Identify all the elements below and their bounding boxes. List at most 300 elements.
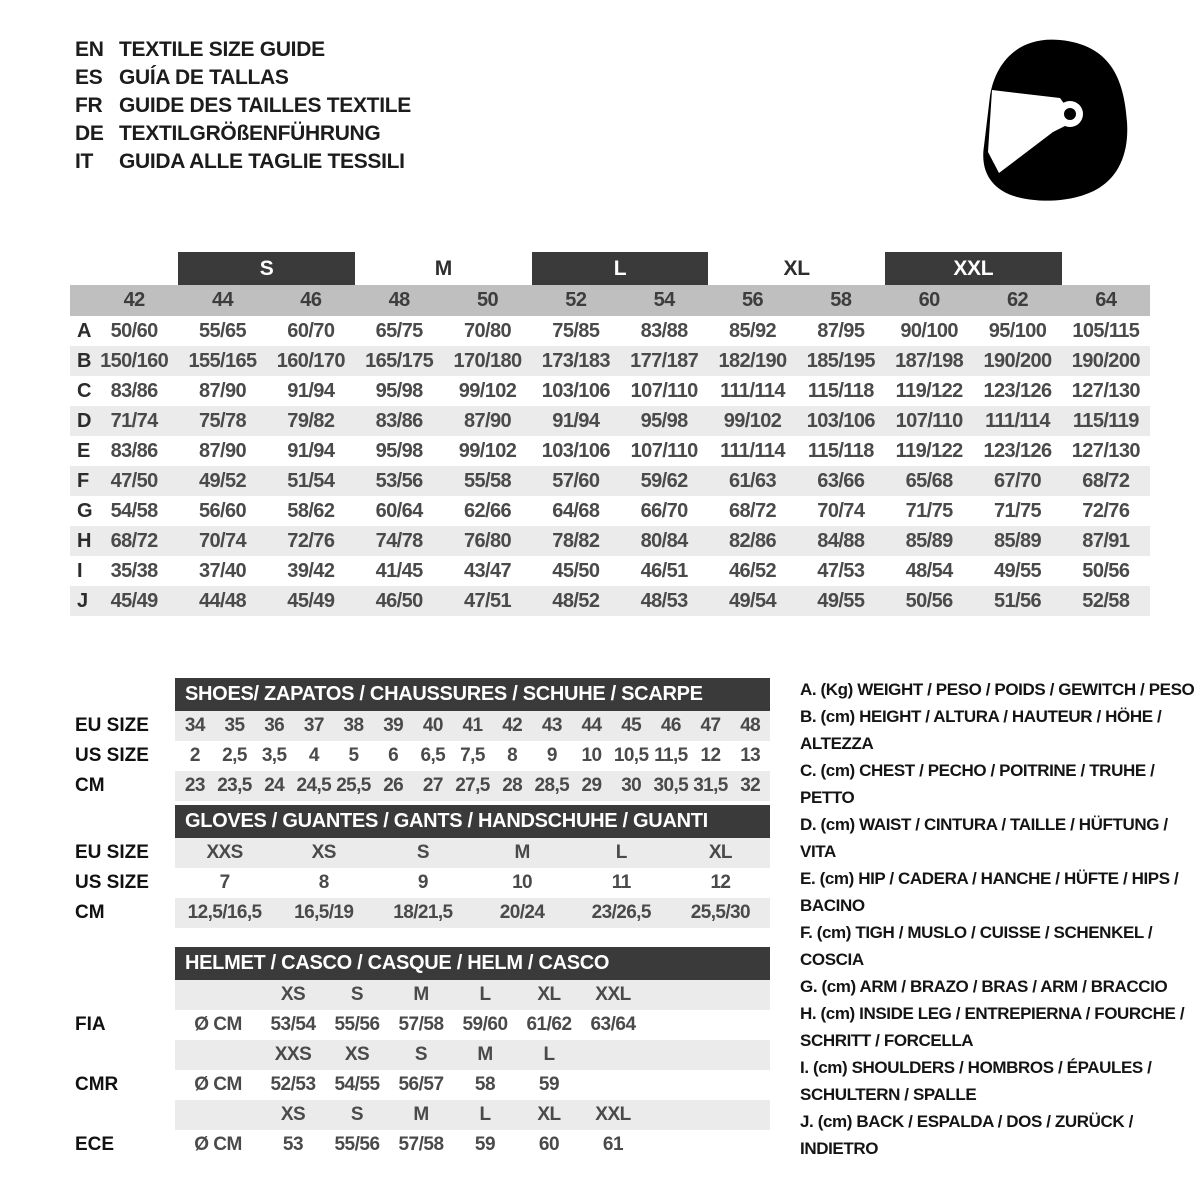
measure-value: 50/60 [110, 319, 158, 342]
helmet-size-label: L [479, 984, 491, 1005]
measure-value: 71/75 [905, 499, 953, 522]
measure-value: 103/106 [806, 409, 875, 432]
gloves-section-title: GLOVES / GUANTES / GANTS / HANDSCHUHE / GUANTI [175, 805, 770, 838]
measure-value: 150/160 [100, 349, 169, 372]
shoes-section-title: SHOES/ ZAPATOS / CHAUSSURES / SCHUHE / SCARPE [175, 678, 770, 711]
glove-eu-size: M [514, 842, 530, 863]
row-letter: B [77, 349, 92, 372]
gloves-us-size-label: US SIZE [75, 872, 149, 893]
helmet-value: 59 [474, 1134, 496, 1155]
measure-value: 75/85 [552, 319, 600, 342]
helmet-size-label: M [413, 984, 429, 1005]
language-code: FR [75, 94, 103, 117]
glove-eu-size: L [615, 842, 627, 863]
shoe-us-size: 12 [700, 745, 721, 766]
glove-us-size: 8 [318, 872, 329, 893]
glove-cm-value: 18/21,5 [393, 902, 453, 923]
measure-value: 70/80 [463, 319, 512, 342]
shoe-us-size: 10,5 [613, 745, 649, 766]
measure-value: 173/183 [541, 349, 610, 372]
helmet-value: 56/57 [398, 1074, 444, 1095]
measure-value: 44/48 [198, 589, 247, 612]
shoe-eu-size: 37 [303, 715, 324, 736]
measure-value: 41/45 [375, 559, 423, 582]
measure-row-b [70, 346, 1150, 376]
helmet-value: 61/62 [526, 1014, 572, 1035]
measure-value: 53/56 [375, 469, 423, 492]
measure-value: 87/90 [463, 409, 512, 432]
measure-value: 83/86 [375, 409, 423, 432]
measure-value: 50/56 [1082, 559, 1130, 582]
measure-value: 57/60 [552, 469, 600, 492]
measure-value: 107/110 [895, 409, 963, 432]
measure-value: 55/65 [198, 319, 247, 342]
measure-value: 54/58 [110, 499, 158, 522]
legend-item: I. (cm) SHOULDERS / HOMBROS / ÉPAULES / SCHULTERN / SPALLE [800, 1058, 1152, 1104]
measure-value: 51/56 [993, 589, 1042, 612]
helmet-standard-ece-label: ECE [75, 1134, 115, 1155]
language-title: TEXTILGRÖßENFÜHRUNG [119, 122, 381, 145]
shoe-cm-value: 30,5 [653, 775, 689, 796]
helmet-value: 58 [474, 1074, 496, 1095]
size-number: 44 [211, 289, 234, 311]
glove-eu-size: S [416, 842, 429, 863]
shoe-cm-value: 23,5 [217, 775, 252, 796]
measure-value: 103/106 [541, 439, 610, 462]
measure-value: 105/115 [1072, 319, 1140, 342]
size-number: 54 [653, 289, 675, 311]
measure-value: 111/114 [985, 409, 1050, 432]
measure-value: 48/54 [905, 559, 953, 582]
measurement-rows [70, 316, 1150, 616]
shoe-cm-value: 32 [740, 775, 761, 796]
measure-value: 111/114 [720, 439, 785, 462]
measure-value: 70/74 [817, 499, 865, 522]
measure-value: 83/86 [110, 439, 158, 462]
language-title: TEXTILE SIZE GUIDE [119, 38, 325, 61]
measure-row-i [70, 556, 1150, 586]
helmet-size-label: S [414, 1044, 428, 1065]
shoe-us-size: 2 [189, 745, 200, 766]
measure-row-f [70, 466, 1150, 496]
glove-eu-size: XXS [206, 842, 243, 863]
row-letter: I [77, 559, 83, 582]
glove-us-size: 9 [417, 872, 428, 893]
shoe-us-size: 9 [546, 745, 557, 766]
glove-us-size: 7 [219, 872, 230, 893]
size-letter-band [70, 252, 1150, 285]
measure-value: 87/95 [817, 319, 865, 342]
shoe-eu-size: 38 [343, 715, 364, 736]
language-code: IT [75, 150, 94, 173]
size-number: 62 [1006, 289, 1029, 311]
shoe-cm-value: 28 [502, 775, 523, 796]
language-row [75, 148, 411, 176]
measurement-legend [800, 676, 1196, 1162]
shoes-eu-size-label: EU SIZE [75, 715, 149, 736]
measure-value: 47/50 [110, 469, 158, 492]
helmet-size-label: XS [280, 984, 306, 1005]
measure-value: 127/130 [1071, 439, 1140, 462]
measure-value: 47/53 [817, 559, 865, 582]
measure-value: 76/80 [463, 529, 512, 552]
measure-value: 70/74 [198, 529, 247, 552]
size-group-l: L [532, 252, 709, 285]
measure-value: 62/66 [463, 499, 512, 522]
measure-value: 160/170 [276, 349, 345, 372]
measure-row-e [70, 436, 1150, 466]
measure-value: 71/75 [993, 499, 1042, 522]
measure-value: 46/51 [640, 559, 688, 582]
measure-value: 95/98 [640, 409, 688, 432]
measure-value: 68/72 [728, 499, 777, 522]
measure-value: 95/98 [375, 379, 423, 402]
measure-value: 65/75 [375, 319, 423, 342]
measure-value: 47/51 [463, 589, 512, 612]
language-row [75, 64, 411, 92]
helmet-size-row-ece [175, 1100, 770, 1130]
measure-value: 99/102 [458, 439, 517, 462]
measure-value: 185/195 [806, 349, 875, 372]
gloves-us-row [175, 868, 770, 898]
measure-value: 52/58 [1082, 589, 1130, 612]
title-language-list [75, 36, 411, 176]
shoe-eu-size: 44 [581, 715, 602, 736]
measure-value: 65/68 [905, 469, 953, 492]
row-letter: J [77, 589, 89, 612]
shoe-eu-size: 45 [621, 715, 642, 736]
measure-row-c [70, 376, 1150, 406]
measure-value: 55/58 [463, 469, 512, 492]
measure-value: 123/126 [983, 439, 1052, 462]
row-letter: A [77, 319, 92, 342]
helmet-size-label: XXL [595, 984, 631, 1005]
shoe-cm-value: 31,5 [693, 775, 728, 796]
shoe-eu-size: 35 [224, 715, 245, 736]
measure-value: 82/86 [728, 529, 777, 552]
measure-value: 115/118 [807, 439, 874, 462]
language-row [75, 120, 411, 148]
helmet-size-label: XXS [274, 1044, 312, 1065]
gloves-eu-size-label: EU SIZE [75, 842, 149, 863]
shoe-cm-value: 24,5 [296, 775, 332, 796]
helmet-standard-cmr-label: CMR [75, 1074, 119, 1095]
measure-value: 60/64 [375, 499, 423, 522]
size-group-s: S [178, 252, 355, 285]
size-number: 46 [300, 289, 322, 311]
size-group-xxl: XXL [885, 252, 1062, 285]
helmet-size-label: S [350, 984, 364, 1005]
helmet-size-label: L [543, 1044, 555, 1065]
measure-value: 67/70 [993, 469, 1042, 492]
shoe-eu-size: 43 [541, 715, 562, 736]
helmet-section-title: HELMET / CASCO / CASQUE / HELM / CASCO [175, 947, 770, 980]
measure-value: 75/78 [198, 409, 247, 432]
measure-value: 66/70 [640, 499, 688, 522]
measure-value: 99/102 [723, 409, 782, 432]
legend-item: C. (cm) CHEST / PECHO / POITRINE / TRUHE / PETTO [800, 761, 1155, 807]
shoe-cm-value: 27,5 [455, 775, 490, 796]
measure-value: 87/90 [198, 439, 247, 462]
measure-value: 51/54 [287, 469, 335, 492]
shoe-cm-value: 27 [422, 775, 443, 796]
measure-value: 87/91 [1082, 529, 1130, 552]
shoe-eu-size: 34 [184, 715, 205, 736]
measure-value: 123/126 [983, 379, 1052, 402]
row-letter: D [77, 409, 92, 432]
shoe-us-size: 8 [507, 745, 518, 766]
measure-value: 115/119 [1072, 409, 1139, 432]
shoe-cm-value: 30 [621, 775, 642, 796]
measure-value: 61/63 [728, 469, 777, 492]
measure-value: 115/118 [807, 379, 874, 402]
glove-cm-value: 16,5/19 [294, 902, 354, 923]
gloves-cm-row [175, 898, 770, 928]
shoes-eu-row [175, 711, 770, 741]
helmet-size-label: XXL [595, 1104, 631, 1125]
size-number: 58 [830, 289, 852, 311]
helmet-size-label: M [477, 1044, 493, 1065]
measure-value: 45/49 [110, 589, 158, 612]
helmet-value: 60 [538, 1134, 560, 1155]
measure-value: 68/72 [1082, 469, 1130, 492]
measure-row-j [70, 586, 1150, 616]
measure-value: 58/62 [287, 499, 335, 522]
size-number: 56 [741, 289, 764, 311]
measure-value: 72/76 [287, 529, 335, 552]
glove-cm-value: 25,5/30 [690, 902, 750, 923]
row-letter: C [77, 379, 92, 402]
size-group-m: M [434, 256, 452, 280]
measure-value: 48/52 [552, 589, 600, 612]
measure-value: 85/89 [905, 529, 953, 552]
language-title: GUIDE DES TAILLES TEXTILE [119, 94, 411, 117]
helmet-value: 53/54 [270, 1014, 316, 1035]
language-title: GUIDA ALLE TAGLIE TESSILI [119, 150, 405, 173]
size-number: 50 [476, 289, 499, 311]
helmet-value: 59/60 [462, 1014, 508, 1035]
shoe-us-size: 6 [388, 745, 399, 766]
helmet-standard-rows [175, 980, 770, 1160]
legend-item: B. (cm) HEIGHT / ALTURA / HAUTEUR / HÖHE / ALTEZZA [800, 707, 1162, 753]
measure-row-h [70, 526, 1150, 556]
measure-value: 72/76 [1082, 499, 1130, 522]
legend-item: J. (cm) BACK / ESPALDA / DOS / ZURÜCK / INDIETRO [800, 1112, 1133, 1158]
measure-row-g [70, 496, 1150, 526]
measure-value: 49/52 [198, 469, 247, 492]
helmet-value: 53 [282, 1134, 304, 1155]
helmet-value: 55/56 [334, 1134, 380, 1155]
shoe-cm-value: 23 [184, 775, 205, 796]
measure-value: 84/88 [817, 529, 865, 552]
measure-value: 85/89 [993, 529, 1042, 552]
measure-value: 91/94 [552, 409, 600, 432]
measure-value: 60/70 [287, 319, 335, 342]
shoe-eu-size: 36 [264, 715, 285, 736]
measure-value: 177/187 [630, 349, 699, 372]
glove-us-size: 12 [710, 872, 731, 893]
shoe-eu-size: 42 [502, 715, 523, 736]
measure-value: 187/198 [895, 349, 964, 372]
size-group-xl: XL [783, 256, 810, 280]
size-number: 64 [1095, 289, 1117, 311]
shoe-us-size: 10 [581, 745, 602, 766]
measure-value: 90/100 [900, 319, 958, 342]
measure-value: 165/175 [365, 349, 434, 372]
shoe-eu-size: 41 [462, 715, 483, 736]
helmet-size-label: M [413, 1104, 429, 1125]
measure-value: 45/50 [552, 559, 600, 582]
helmet-value: 54/55 [334, 1074, 380, 1095]
shoe-eu-size: 39 [383, 715, 404, 736]
measure-value: 49/55 [817, 589, 865, 612]
measure-value: 78/82 [552, 529, 600, 552]
row-letter: F [77, 469, 90, 492]
shoe-eu-size: 40 [422, 715, 443, 736]
measure-row-a [70, 316, 1150, 346]
shoe-eu-size: 46 [660, 715, 681, 736]
measure-value: 87/90 [198, 379, 247, 402]
shoe-cm-value: 28,5 [534, 775, 570, 796]
measure-value: 83/86 [110, 379, 158, 402]
diameter-unit: Ø CM [194, 1014, 242, 1035]
measure-value: 127/130 [1071, 379, 1140, 402]
helmet-size-row-fia [175, 980, 770, 1010]
measure-value: 95/100 [988, 319, 1047, 342]
helmet-size-label: XS [344, 1044, 370, 1065]
measure-value: 170/180 [453, 349, 522, 372]
size-number: 60 [918, 289, 940, 311]
measure-value: 49/55 [993, 559, 1042, 582]
shoe-us-size: 7,5 [460, 745, 485, 766]
shoe-us-size: 2,5 [222, 745, 247, 766]
measure-value: 103/106 [541, 379, 610, 402]
shoe-us-size: 11,5 [654, 745, 688, 766]
size-number-row [70, 285, 1150, 316]
legend-item: H. (cm) INSIDE LEG / ENTREPIERNA / FOURCHE / SCHRITT / FORCELLA [800, 1004, 1185, 1050]
row-letter: G [77, 499, 93, 522]
measure-value: 155/165 [188, 349, 257, 372]
legend-item: F. (cm) TIGH / MUSLO / CUISSE / SCHENKEL / COSCIA [800, 923, 1153, 969]
shoe-us-size: 4 [308, 745, 319, 766]
language-title: GUÍA DE TALLAS [119, 66, 289, 89]
measure-value: 111/114 [720, 379, 785, 402]
measure-value: 48/53 [640, 589, 688, 612]
helmet-value: 57/58 [398, 1014, 444, 1035]
language-row [75, 36, 411, 64]
helmet-size-label: XS [280, 1104, 306, 1125]
measure-value: 46/52 [728, 559, 777, 582]
legend-item: A. (Kg) WEIGHT / PESO / POIDS / GEWITCH / PESO [800, 680, 1195, 699]
gloves-eu-row [175, 838, 770, 868]
measure-value: 37/40 [198, 559, 247, 582]
measure-value: 68/72 [110, 529, 158, 552]
glove-cm-value: 12,5/16,5 [187, 902, 262, 923]
measure-value: 39/42 [287, 559, 335, 582]
glove-cm-value: 23/26,5 [591, 902, 651, 923]
measure-value: 49/54 [728, 589, 777, 612]
measure-value: 74/78 [375, 529, 423, 552]
measure-value: 85/92 [728, 319, 777, 342]
size-number: 52 [565, 289, 587, 311]
shoe-us-size: 13 [740, 745, 761, 766]
diameter-unit: Ø CM [194, 1134, 242, 1155]
shoe-cm-value: 24 [264, 775, 285, 796]
shoes-us-size-label: US SIZE [75, 745, 149, 766]
measure-value: 91/94 [287, 439, 335, 462]
measure-value: 79/82 [287, 409, 335, 432]
legend-item: G. (cm) ARM / BRAZO / BRAS / ARM / BRACCIO [800, 977, 1168, 996]
measure-value: 182/190 [718, 349, 787, 372]
language-row [75, 92, 411, 120]
language-code: EN [75, 38, 104, 61]
helmet-size-label: L [479, 1104, 491, 1125]
helmet-value: 63/64 [590, 1014, 636, 1035]
measure-value: 59/62 [640, 469, 688, 492]
measure-value: 64/68 [552, 499, 600, 522]
helmet-value: 61 [602, 1134, 624, 1155]
measure-value: 56/60 [198, 499, 247, 522]
shoe-eu-size: 48 [740, 715, 761, 736]
measure-value: 190/200 [1071, 349, 1140, 372]
measure-value: 119/122 [895, 439, 963, 462]
shoe-us-size: 3,5 [261, 745, 287, 766]
glove-us-size: 11 [611, 872, 631, 893]
measure-value: 107/110 [630, 379, 698, 402]
language-code: ES [75, 66, 103, 89]
size-number: 42 [123, 289, 145, 311]
glove-eu-size: XL [708, 842, 732, 863]
measure-value: 99/102 [458, 379, 517, 402]
measure-value: 71/74 [110, 409, 158, 432]
helmet-value-row-cmr [175, 1070, 770, 1100]
shoes-cm-row [175, 771, 770, 801]
helmet-value: 52/53 [270, 1074, 316, 1095]
shoe-cm-value: 26 [383, 775, 404, 796]
measure-value: 35/38 [110, 559, 158, 582]
shoe-cm-value: 29 [581, 775, 602, 796]
measure-value: 46/50 [375, 589, 423, 612]
textile-size-table [70, 252, 1150, 616]
row-letter: E [77, 439, 91, 462]
shoe-us-size: 5 [348, 745, 359, 766]
measure-value: 91/94 [287, 379, 335, 402]
legend-item: D. (cm) WAIST / CINTURA / TAILLE / HÜFTUNG / VITA [800, 815, 1168, 861]
glove-cm-value: 20/24 [499, 902, 545, 923]
measure-value: 43/47 [463, 559, 512, 582]
measure-value: 63/66 [817, 469, 865, 492]
glove-eu-size: XS [311, 842, 336, 863]
helmet-value: 55/56 [334, 1014, 380, 1035]
size-number: 48 [388, 289, 410, 311]
diameter-unit: Ø CM [194, 1074, 242, 1095]
helmet-size-label: XL [537, 1104, 561, 1125]
helmet-standard-fia-label: FIA [75, 1014, 106, 1035]
measure-value: 50/56 [905, 589, 953, 612]
measure-row-d [70, 406, 1150, 436]
measure-value: 107/110 [630, 439, 698, 462]
measure-value: 80/84 [640, 529, 688, 552]
glove-us-size: 10 [512, 872, 533, 893]
racing-helmet-icon [972, 30, 1137, 210]
helmet-size-label: S [350, 1104, 364, 1125]
measure-value: 95/98 [375, 439, 423, 462]
shoes-cm-label: CM [75, 775, 105, 796]
shoe-eu-size: 47 [700, 715, 721, 736]
helmet-size-row-cmr [175, 1040, 770, 1070]
shoe-cm-value: 25,5 [336, 775, 371, 796]
shoes-us-row [175, 741, 770, 771]
